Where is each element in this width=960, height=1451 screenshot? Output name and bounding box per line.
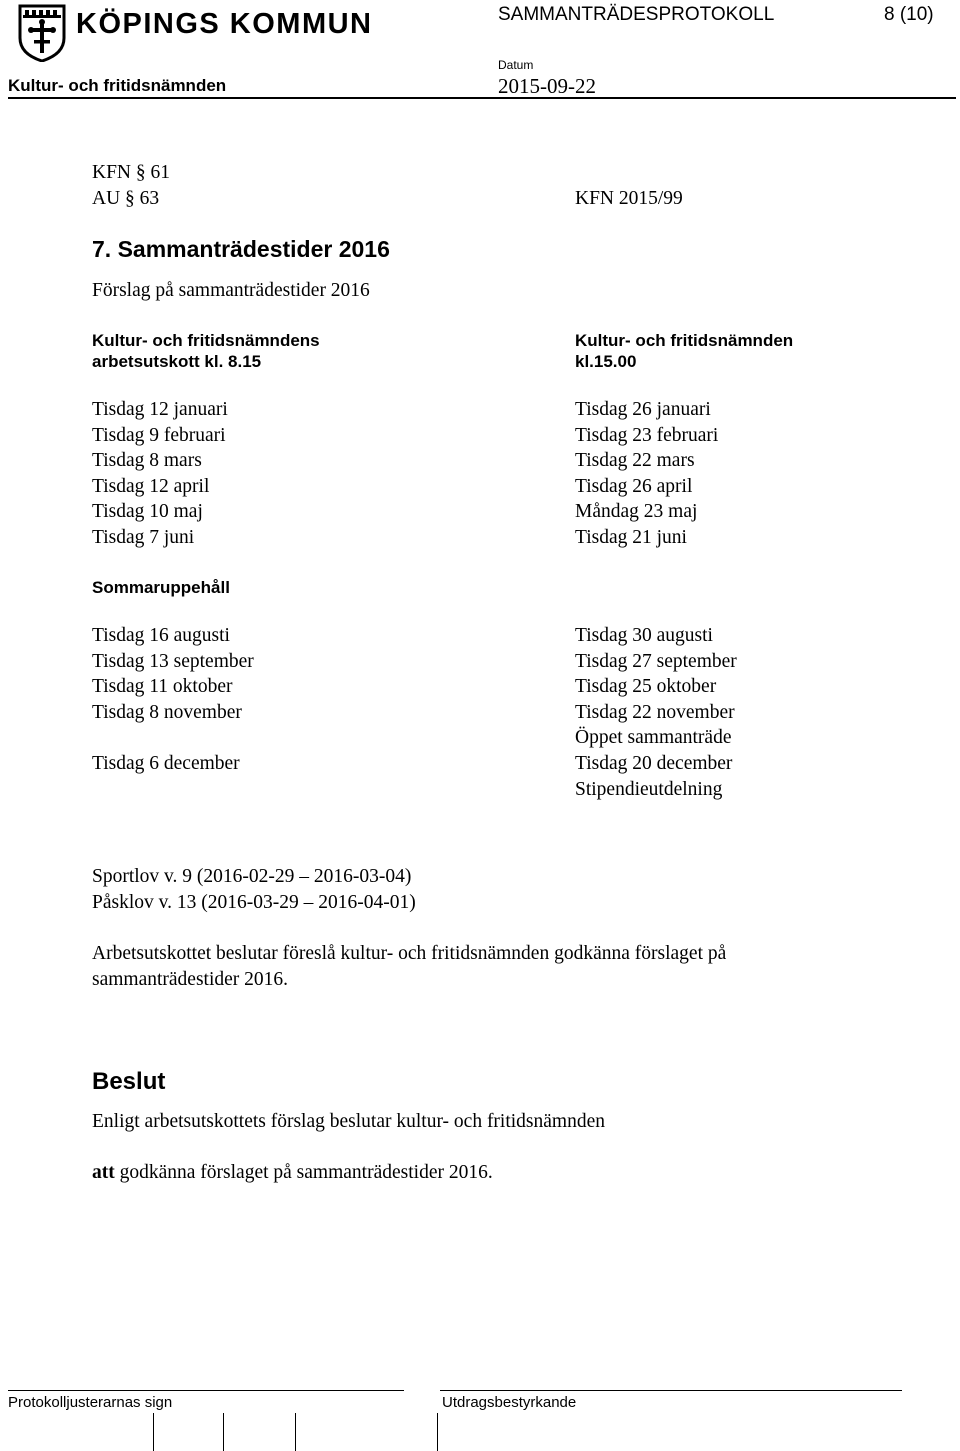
signature-box — [295, 1413, 296, 1451]
section-subtitle: Förslag på sammanträdestider 2016 — [92, 280, 370, 301]
section-title: 7. Sammanträdestider 2016 — [92, 236, 390, 262]
right-autumn-dates — [575, 623, 737, 802]
list-item: Måndag 23 maj — [575, 501, 698, 523]
signature-box — [223, 1413, 224, 1451]
list-item: Tisdag 26 april — [575, 475, 693, 497]
left-column-heading: Kultur- och fritidsnämndens arbetsutskott kl. 8.15 — [92, 331, 320, 371]
footer-divider-left — [8, 1390, 404, 1391]
decision-heading: Beslut — [92, 1068, 166, 1095]
proposal-text: Arbetsutskottet beslutar föreslå kultur- och fritidsnämnden godkänna förslaget på sammanträdestider 2016. — [92, 943, 727, 990]
list-item: Tisdag 8 november — [92, 701, 242, 723]
list-item: Tisdag 13 september — [92, 650, 254, 672]
list-item: Tisdag 7 juni — [92, 526, 195, 548]
list-item: Tisdag 27 september — [575, 650, 737, 672]
left-autumn-dates — [92, 623, 254, 777]
list-item: Tisdag 25 oktober — [575, 676, 717, 698]
list-item: Tisdag 20 december — [575, 752, 733, 774]
list-item: Sportlov v. 9 (2016-02-29 – 2016-03-04) — [92, 866, 412, 887]
att-keyword: att — [92, 1162, 115, 1183]
list-item: Tisdag 9 februari — [92, 424, 226, 446]
list-item: Tisdag 12 januari — [92, 399, 228, 420]
list-item: Tisdag 6 december — [92, 752, 240, 774]
page-number: 8 (10) — [884, 4, 934, 25]
list-item: Tisdag 12 april — [92, 475, 210, 497]
footer-divider-right — [440, 1390, 902, 1391]
signature-label: Protokolljusterarnas sign — [8, 1394, 173, 1411]
decision-att-clause: att godkänna förslaget på sammanträdestider 2016. — [92, 1162, 493, 1183]
signature-box — [437, 1413, 438, 1451]
organization-name: KÖPINGS KOMMUN — [76, 8, 373, 40]
document-type: SAMMANTRÄDESPROTOKOLL — [498, 4, 775, 25]
kfn-paragraph-ref: KFN § 61 — [92, 162, 171, 183]
right-spring-dates — [575, 397, 718, 551]
holiday-list — [92, 864, 416, 915]
list-item: Tisdag 11 oktober — [92, 676, 233, 698]
list-item: Tisdag 21 juni — [575, 526, 687, 548]
list-item: Tisdag 26 januari — [575, 399, 711, 420]
header-divider — [8, 97, 956, 99]
signature-box — [153, 1413, 154, 1451]
list-item: Tisdag 8 mars — [92, 450, 202, 472]
decision-text: Enligt arbetsutskottets förslag beslutar kultur- och fritidsnämnden — [92, 1111, 605, 1132]
list-item: Stipendieutdelning — [575, 778, 723, 800]
extract-certification-label: Utdragsbestyrkande — [442, 1394, 577, 1411]
summer-break-heading: Sommaruppehåll — [92, 578, 230, 597]
list-item: Öppet sammanträde — [575, 727, 732, 749]
case-number: KFN 2015/99 — [575, 188, 683, 209]
list-item: Påsklov v. 13 (2016-03-29 – 2016-04-01) — [92, 891, 416, 913]
list-item: Tisdag 22 mars — [575, 450, 695, 472]
date-value: 2015-09-22 — [498, 74, 596, 98]
list-item — [92, 725, 254, 751]
list-item: Tisdag 22 november — [575, 701, 735, 723]
department-name: Kultur- och fritidsnämnden — [8, 76, 227, 95]
list-item: Tisdag 23 februari — [575, 424, 719, 446]
right-column-heading: Kultur- och fritidsnämnden kl.15.00 — [575, 331, 794, 371]
au-paragraph-ref: AU § 63 — [92, 188, 160, 209]
date-label: Datum — [498, 58, 534, 72]
list-item: Tisdag 16 augusti — [92, 625, 230, 646]
list-item: Tisdag 30 augusti — [575, 625, 713, 646]
coat-of-arms-logo — [18, 4, 66, 62]
list-item: Tisdag 10 maj — [92, 501, 203, 523]
left-spring-dates — [92, 397, 228, 551]
